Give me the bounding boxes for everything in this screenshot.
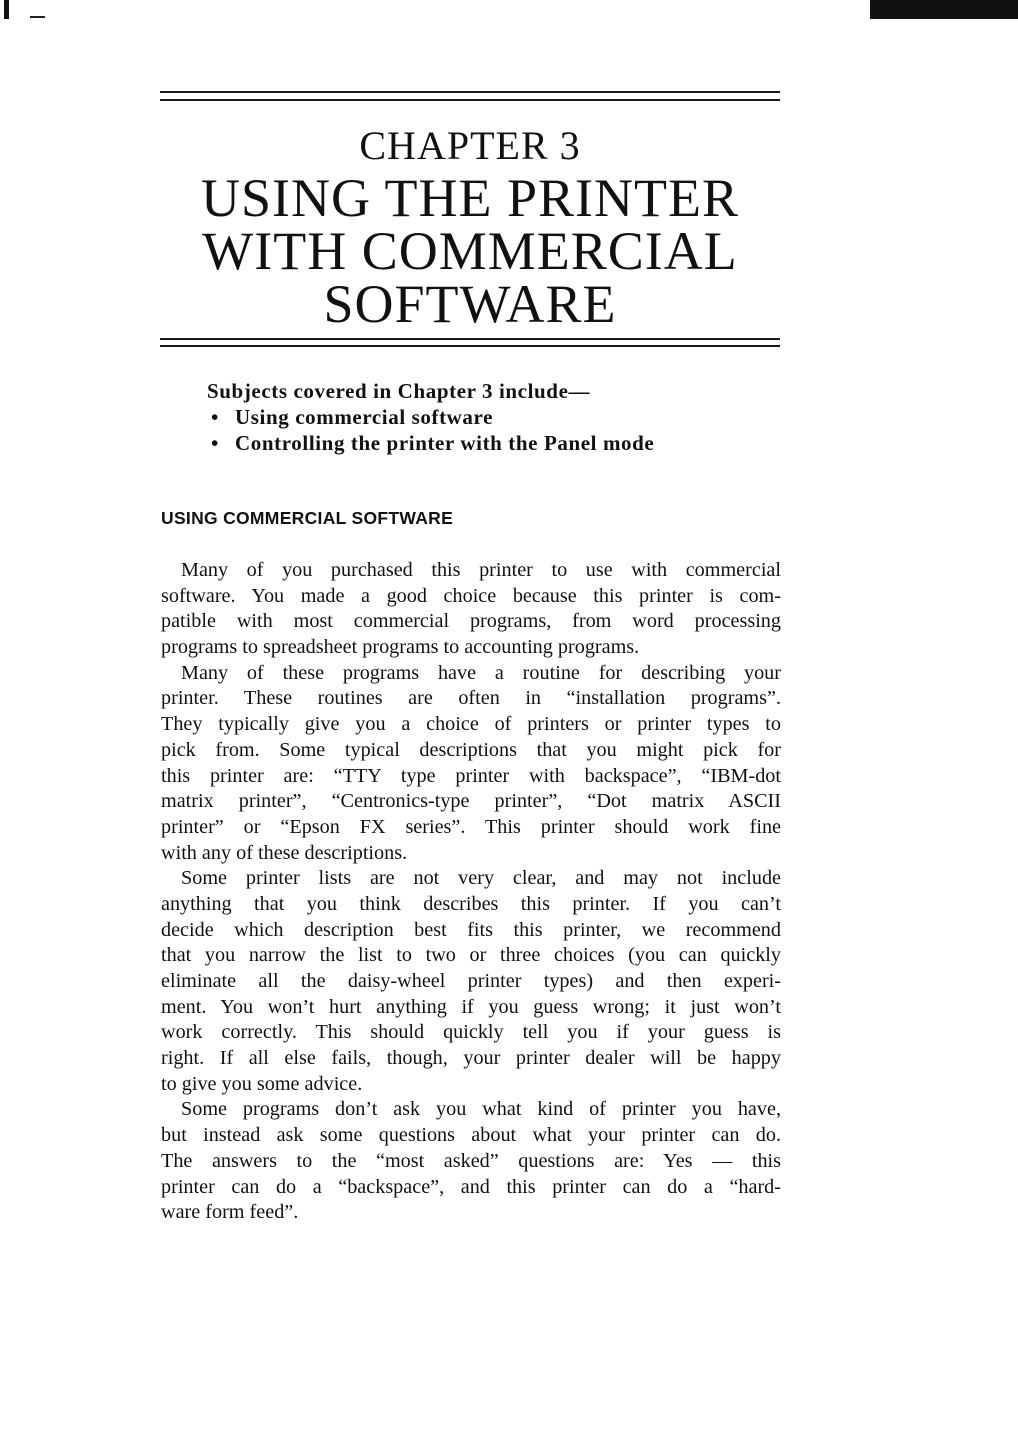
paragraph-line: Many of you purchased this printer to use with commercial: [181, 559, 781, 581]
chapter-title-line: WITH COMMERCIAL: [202, 221, 738, 281]
paragraph-line: but instead ask some questions about what your printer can do.: [161, 1124, 781, 1147]
subjects-list: [207, 404, 654, 456]
paragraph-line: They typically give you a choice of printers or printer types to: [161, 713, 781, 736]
bullet-icon: •: [211, 431, 219, 455]
bottom-rule-lower: [160, 345, 780, 347]
corner-scan-dash: [30, 16, 45, 18]
corner-scan-bar: [870, 0, 1018, 19]
paragraph-line: software. You made a good choice because this printer is com-: [161, 584, 781, 607]
chapter-title: [160, 168, 780, 334]
subject-item-label: Using commercial software: [235, 405, 493, 429]
bottom-rule-upper: [160, 338, 780, 340]
subject-item-label: Controlling the printer with the Panel mode: [235, 431, 655, 455]
paragraph-line: to give you some advice.: [161, 1072, 363, 1095]
paragraph-line: anything that you think describes this printer. If you can’t: [161, 892, 781, 915]
chapter-title-line: USING THE PRINTER: [200, 168, 739, 228]
subject-item: [207, 430, 654, 456]
paragraph-line: patible with most commercial programs, from word processing: [161, 610, 781, 633]
paragraph-line: that you narrow the list to two or three choices (you can quickly: [161, 944, 781, 967]
paragraph-line: Many of these programs have a routine for describing your: [181, 661, 781, 684]
chapter-label: CHAPTER 3: [359, 123, 581, 168]
subject-item: [207, 404, 654, 430]
paragraph-line: right. If all else fails, though, your printer dealer will be happy: [161, 1047, 781, 1070]
paragraph-line: ware form feed”.: [161, 1201, 299, 1224]
paragraph-line: matrix printer”, “Centronics-type printer”, “Dot matrix ASCII: [161, 790, 781, 813]
paragraph-line: decide which description best fits this printer, we recommend: [161, 918, 781, 941]
paragraph-line: printer. These routines are often in “installation programs”.: [161, 687, 781, 710]
paragraph-line: printer can do a “backspace”, and this printer can do a “hard-: [161, 1175, 781, 1198]
paragraph-line: this printer are: “TTY type printer with backspace”, “IBM-dot: [161, 764, 781, 787]
paragraph-line: ment. You won’t hurt anything if you guess wrong; it just won’t: [161, 995, 781, 1018]
paragraph-line: work correctly. This should quickly tell you if your guess is: [161, 1021, 781, 1044]
paragraph-line: with any of these descriptions.: [161, 841, 408, 864]
subjects-box: [207, 378, 654, 456]
subjects-intro: Subjects covered in Chapter 3 include—: [207, 379, 591, 403]
body-text: [161, 558, 781, 1226]
paragraph-line: pick from. Some typical descriptions that you might pick for: [161, 738, 781, 761]
bullet-icon: •: [211, 405, 219, 429]
chapter-title-line: SOFTWARE: [323, 274, 617, 334]
paragraph-line: programs to spreadsheet programs to accounting programs.: [161, 636, 640, 659]
corner-scan-mark: [4, 0, 9, 19]
section-heading: USING COMMERCIAL SOFTWARE: [161, 508, 454, 528]
top-rule-lower: [160, 99, 780, 101]
paragraph-line: printer” or “Epson FX series”. This printer should work fine: [161, 815, 781, 838]
paragraph-line: Some printer lists are not very clear, and may not include: [181, 867, 781, 890]
paragraph-line: eliminate all the daisy-wheel printer types) and then experi-: [161, 970, 781, 992]
paragraph-line: The answers to the “most asked” questions are: Yes — this: [161, 1149, 781, 1172]
top-rule-upper: [160, 91, 780, 93]
paragraph-line: Some programs don’t ask you what kind of printer you have,: [181, 1098, 781, 1121]
